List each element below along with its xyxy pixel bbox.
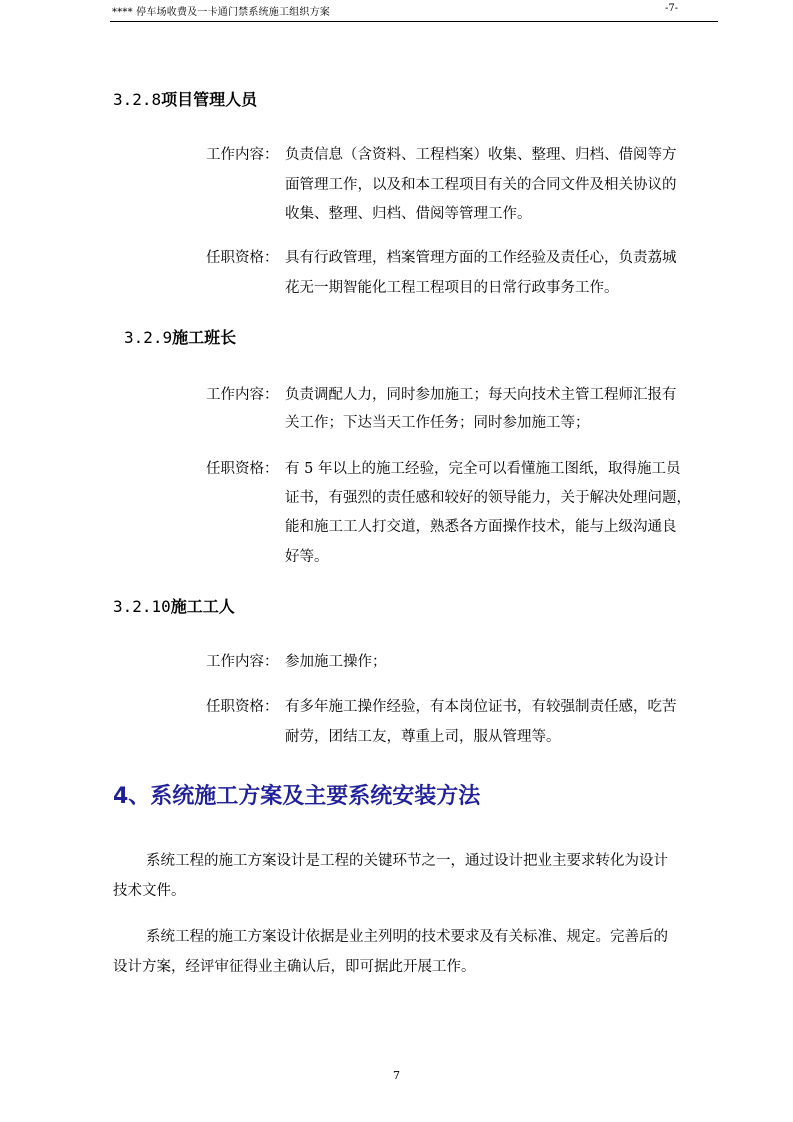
item-label: 任职资格：	[206, 699, 279, 715]
item-line: 好等。	[285, 549, 329, 565]
section-number: 3.2.8	[113, 90, 162, 109]
item-label: 任职资格：	[206, 461, 279, 477]
paragraph-line: 技术文件。	[113, 883, 186, 899]
paragraph-line: 设计方案，经评审征得业主确认后，即可据此开展工作。	[113, 959, 476, 975]
item-line: 耐劳，团结工友，尊重上司，服从管理等。	[285, 729, 561, 745]
item-label: 工作内容：	[206, 387, 279, 403]
item-line: 有 5 年以上的施工经验，完全可以看懂施工图纸，取得施工员	[285, 461, 681, 477]
item-line: 负责调配人力，同时参加施工；每天向技术主管工程师汇报有	[285, 387, 677, 403]
item-line: 参加施工操作；	[285, 654, 387, 670]
section-heading-3-2-9	[124, 325, 236, 348]
item-label: 工作内容：	[206, 147, 279, 163]
item-line: 花无一期智能化工程工程项目的日常行政事务工作。	[285, 280, 619, 296]
section-title: 项目管理人员	[161, 90, 258, 109]
item-line: 有多年施工操作经验，有本岗位证书，有较强制责任感，吃苦	[285, 699, 677, 715]
paragraph-line: 系统工程的施工方案设计是工程的关键环节之一，通过设计把业主要求转化为设计	[146, 853, 668, 869]
running-header-title: **** 停车场收费及一卡通门禁系统施工组织方案	[112, 7, 330, 18]
section-title: 施工班长	[172, 328, 237, 347]
paragraph-line: 系统工程的施工方案设计依据是业主列明的技术要求及有关标准、规定。完善后的	[146, 929, 668, 945]
section-heading-3-2-10	[113, 594, 235, 617]
section-title: 施工工人	[170, 597, 235, 616]
item-line: 关工作；下达当天工作任务；同时参加施工等；	[285, 415, 590, 431]
item-line: 证书，有强烈的责任感和较好的领导能力，关于解决处理问题，	[285, 490, 691, 506]
item-line: 负责信息（含资料、工程档案）收集、整理、归档、借阅等方	[285, 147, 677, 163]
section-number: 3.2.9	[124, 328, 173, 347]
item-label: 任职资格：	[206, 250, 279, 266]
page-number: 7	[393, 1069, 400, 1082]
section-heading-3-2-8	[113, 87, 257, 110]
item-line: 面管理工作，以及和本工程项目有关的合同文件及相关协议的	[285, 177, 677, 193]
item-line: 收集、整理、归档、借阅等管理工作。	[285, 206, 532, 222]
item-line: 具有行政管理，档案管理方面的工作经验及责任心，负责荔城	[285, 250, 677, 266]
item-line: 能和施工工人打交道，熟悉各方面操作技术，能与上级沟通良	[285, 519, 677, 535]
running-header-page: -7-	[665, 3, 679, 14]
chapter-title: 4、系统施工方案及主要系统安装方法	[113, 784, 481, 809]
item-label: 工作内容：	[206, 654, 279, 670]
header-divider	[110, 21, 718, 22]
section-number: 3.2.10	[113, 597, 171, 616]
